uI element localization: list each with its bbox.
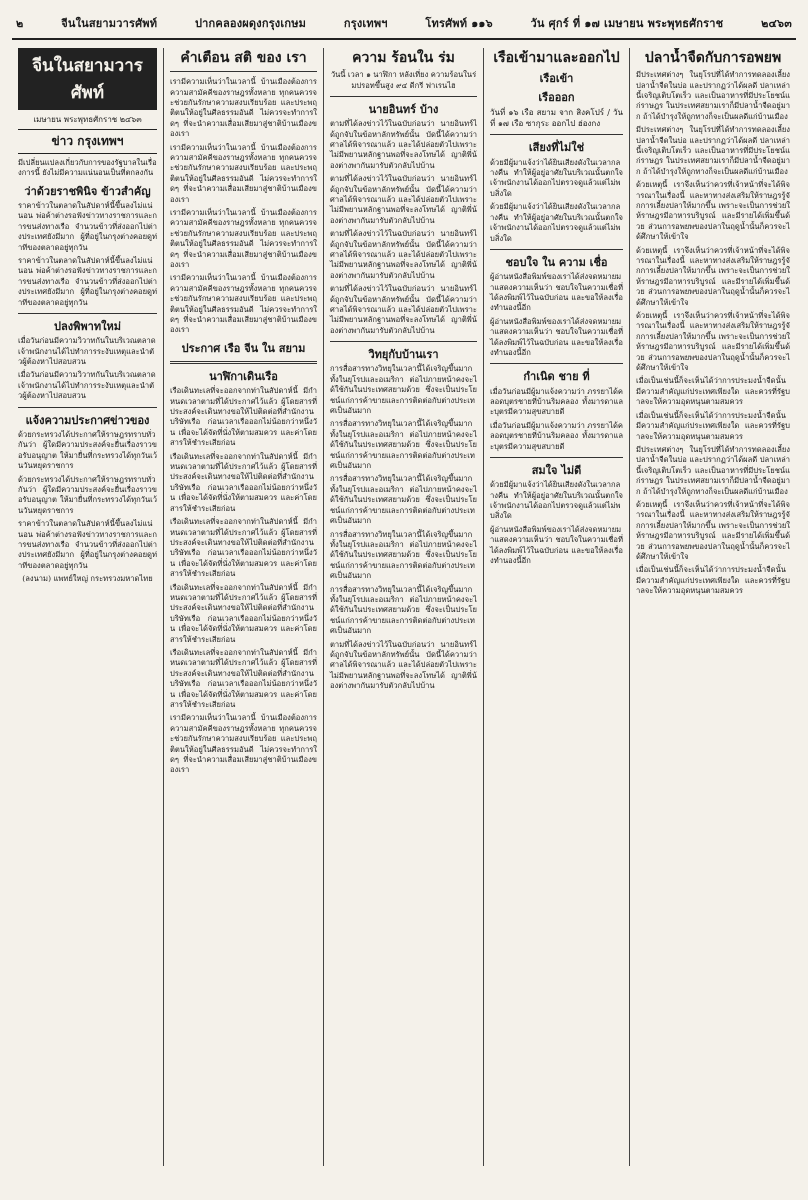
article-text: เมื่อเป็นเช่นนี้ก็จะเห็นได้ว่าการประมงน้ำจืดนั้นมีความสำคัญแก่ประเทศเพียงใด และควรที่รัฐบาลจะให้ความอุดหนุนตามสมควร bbox=[636, 376, 790, 407]
article-text: ตามที่ได้ลงข่าวไว้ในฉบับก่อนว่า นายอินทร์ได้ถูกจับในข้อหาลักทรัพย์นั้น บัดนี้ได้ความว่าศาลได้พิจารณาแล้ว และได้ปล่อยตัวไปเพราะไม่มีพยานหลักฐานพอที่จะลงโทษได้ ญาติพี่น้องต่างพากันมารับตัวกลับไปบ้าน bbox=[330, 119, 477, 170]
article-heading: นาฬิกาเดินเรือ bbox=[209, 370, 278, 384]
column-4 bbox=[484, 48, 630, 1166]
issue-year: ๒๔๖๓ bbox=[761, 17, 792, 30]
article-heading: ปลงพิพาทใหม่ bbox=[54, 320, 121, 334]
article-text: เมื่อวันก่อนมีผู้มาแจ้งความว่า ภรรยาได้คลอดบุตรชายที่บ้านริมคลอง ทั้งมารดาและบุตรมีความสุขสบายดี bbox=[490, 386, 624, 417]
divider bbox=[18, 313, 157, 314]
masthead: จีนในสยามวารศัพท์ bbox=[18, 48, 157, 110]
article-text: ผู้อ่านหนังสือพิมพ์ของเราได้ส่งจดหมายมาแสดงความเห็นว่า ชอบใจในความเชื่อที่ได้ลงพิมพ์ไว้ในฉบับก่อน และขอให้ลงเรื่องทำนองนี้อีก bbox=[490, 524, 623, 565]
article-text: ด้วยกระทรวงได้ประกาศให้ราษฎรทราบทั่วกันว่า ผู้ใดมีความประสงค์จะยื่นเรื่องราวขอรับอนุญาต ให้มายื่นที่กระทรวงได้ทุกวันเว้นวันหยุดราชการ bbox=[18, 429, 157, 471]
column-3 bbox=[324, 48, 484, 1166]
article-text: ราคาข้าวในตลาดในสัปดาห์นี้ขึ้นลงไม่แน่นอน พ่อค้าต่างรอฟังข่าวทางราชการและการขนส่งทางเรือ จำนวนข้าวที่ส่งออกไปต่างประเทศยังมีมาก ผู้ที่อยู่ในกรุงต่างคอยดูท่าทีของตลาดอยู่ทุกวัน bbox=[18, 519, 157, 570]
article-text: เรามีความเห็นว่าในเวลานี้ บ้านเมืองต้องการความสามัคคีของราษฎรทั้งหลาย ทุกคนควรจะช่วยกันรักษาความสงบเรียบร้อย และประพฤติตนให้อยู่ในศีลธรรมอันดี ไม่ควรจะทำการใดๆ ที่จะนำความเสื่อมเสียมาสู่ชาติบ้านเมืองของเรา bbox=[170, 77, 317, 139]
article-heading: ชอบใจ ใน ความ เชื่อ bbox=[505, 255, 608, 269]
article-text: ด้วยมีผู้มาแจ้งว่าได้ยินเสียงดังในเวลากลางคืน ทำให้ผู้อยู่อาศัยในบริเวณนั้นตกใจ เจ้าพนักงานได้ออกไปตรวจดูแล้วแต่ไม่พบสิ่งใด bbox=[490, 202, 623, 243]
signature-line: (ลงนาม) แพทย์ใหญ่ กระทรวงมหาดไทย bbox=[22, 574, 153, 584]
column-5 bbox=[630, 48, 796, 1166]
article-title: ปลาน้ำจืดกับการอพยพ bbox=[644, 50, 782, 66]
masthead-meta: เมษายน พระพุทธศักราช ๒๔๖๓ bbox=[33, 115, 142, 124]
article-text: เรือเดินทะเลที่จะออกจากท่าในสัปดาห์นี้ มีกำหนดเวลาตามที่ได้ประกาศไว้แล้ว ผู้โดยสารที่ประสงค์จะเดินทางขอให้ไปติดต่อที่สำนักงานบริษัทเรือ ก่อนเวลาเรือออกไม่น้อยกว่าหนึ่งวัน เพื่อจะได้จัดที่นั่งให้ตามสมควร และค่าโดยสารให้ชำระเสียก่อน bbox=[170, 386, 317, 448]
article-text: การสื่อสารทางวิทยุในเวลานี้ได้เจริญขึ้นมาก ทั้งในยุโรปและอเมริกา ต่อไปภายหน้าคงจะได้ใช้กันในประเทศสยามด้วย ซึ่งจะเป็นประโยชน์แก่การค้าขายและการติดต่อกับต่างประเทศเป็นอันมาก bbox=[330, 474, 477, 526]
article-text: การสื่อสารทางวิทยุในเวลานี้ได้เจริญขึ้นมาก ทั้งในยุโรปและอเมริกา ต่อไปภายหน้าคงจะได้ใช้กันในประเทศสยามด้วย ซึ่งจะเป็นประโยชน์แก่การค้าขายและการติดต่อกับต่างประเทศเป็นอันมาก bbox=[330, 529, 477, 581]
article-title: ความ ร้อนใน ร่ม bbox=[352, 50, 455, 66]
divider bbox=[330, 96, 477, 97]
article-text: ด้วยมีผู้มาแจ้งว่าได้ยินเสียงดังในเวลากลางคืน ทำให้ผู้อยู่อาศัยในบริเวณนั้นตกใจ เจ้าพนักงานได้ออกไปตรวจดูแล้วแต่ไม่พบสิ่งใด bbox=[490, 157, 623, 198]
article-text: เมื่อวันก่อนมีความวิวาทกันในบริเวณตลาด เจ้าพนักงานได้ไปทำการระงับเหตุและนำตัวผู้ต้องหาไปสอบสวน bbox=[18, 370, 156, 401]
divider bbox=[330, 341, 477, 342]
page-number: ๒ bbox=[16, 17, 24, 30]
article-text: ตามที่ได้ลงข่าวไว้ในฉบับก่อนว่า นายอินทร์ได้ถูกจับในข้อหาลักทรัพย์นั้น บัดนี้ได้ความว่าศาลได้พิจารณาแล้ว และได้ปล่อยตัวไปเพราะไม่มีพยานหลักฐานพอที่จะลงโทษได้ ญาติพี่น้องต่างพากันมารับตัวกลับไปบ้าน bbox=[330, 639, 477, 691]
article-text: การสื่อสารทางวิทยุในเวลานี้ได้เจริญขึ้นมาก ทั้งในยุโรปและอเมริกา ต่อไปภายหน้าคงจะได้ใช้กันในประเทศสยามด้วย ซึ่งจะเป็นประโยชน์แก่การค้าขายและการติดต่อกับต่างประเทศเป็นอันมาก bbox=[330, 419, 477, 471]
article-text: ราคาข้าวในตลาดในสัปดาห์นี้ขึ้นลงไม่แน่นอน พ่อค้าต่างรอฟังข่าวทางราชการและการขนส่งทางเรือ จำนวนข้าวที่ส่งออกไปต่างประเทศยังมีมาก ผู้ที่อยู่ในกรุงต่างคอยดูท่าทีของตลาดอยู่ทุกวัน bbox=[18, 256, 157, 307]
divider bbox=[490, 457, 623, 458]
article-heading: วิทยุกับบ้านเรา bbox=[368, 348, 439, 362]
article-text: มีประเทศต่างๆ ในยุโรปที่ได้ทำการทดลองเลี้ยงปลาน้ำจืดในบ่อ และปรากฏว่าได้ผลดี ปลาเหล่านี้เจริญเติบโตเร็ว และเป็นอาหารที่มีประโยชน์แก่ราษฎร ในประเทศสยามเราก็มีปลาน้ำจืดอยู่มาก ถ้าได้บำรุงให้ถูกทางก็จะเป็นผลดีแก่บ้านเมือง bbox=[636, 444, 790, 496]
divider bbox=[490, 363, 623, 364]
column-2 bbox=[164, 48, 324, 1166]
article-text: เรามีความเห็นว่าในเวลานี้ บ้านเมืองต้องการความสามัคคีของราษฎรทั้งหลาย ทุกคนควรจะช่วยกันรักษาความสงบเรียบร้อย และประพฤติตนให้อยู่ในศีลธรรมอันดี ไม่ควรจะทำการใดๆ ที่จะนำความเสื่อมเสียมาสู่ชาติบ้านเมืองของเรา bbox=[170, 207, 317, 269]
issue-date: วัน ศุกร์ ที่ ๑๗ เมษายน พระพุทธศักราช bbox=[530, 17, 724, 30]
article-text: มีประเทศต่างๆ ในยุโรปที่ได้ทำการทดลองเลี้ยงปลาน้ำจืดในบ่อ และปรากฏว่าได้ผลดี ปลาเหล่านี้เจริญเติบโตเร็ว และเป็นอาหารที่มีประโยชน์แก่ราษฎร ในประเทศสยามเราก็มีปลาน้ำจืดอยู่มาก ถ้าได้บำรุงให้ถูกทางก็จะเป็นผลดีแก่บ้านเมือง bbox=[636, 125, 790, 176]
subsection-heading: เรือออก bbox=[538, 91, 575, 105]
article-text: ด้วยกระทรวงได้ประกาศให้ราษฎรทราบทั่วกันว่า ผู้ใดมีความประสงค์จะยื่นเรื่องราวขอรับอนุญาต ให้มายื่นที่กระทรวงได้ทุกวันเว้นวันหยุดราชการ bbox=[18, 474, 157, 515]
article-text: เรือเดินทะเลที่จะออกจากท่าในสัปดาห์นี้ มีกำหนดเวลาตามที่ได้ประกาศไว้แล้ว ผู้โดยสารที่ประสงค์จะเดินทางขอให้ไปติดต่อที่สำนักงานบริษัทเรือ ก่อนเวลาเรือออกไม่น้อยกว่าหนึ่งวัน เพื่อจะได้จัดที่นั่งให้ตามสมควร และค่าโดยสารให้ชำระเสียก่อน bbox=[170, 582, 317, 644]
article-text: ด้วยมีผู้มาแจ้งว่าได้ยินเสียงดังในเวลากลางคืน ทำให้ผู้อยู่อาศัยในบริเวณนั้นตกใจ เจ้าพนักงานได้ออกไปตรวจดูแล้วแต่ไม่พบสิ่งใด bbox=[490, 480, 623, 521]
article-text: ด้วยเหตุนี้ เราจึงเห็นว่าควรที่เจ้าหน้าที่จะได้พิจารณาในเรื่องนี้ และหาทางส่งเสริมให้ราษฎรรู้จักการเลี้ยงปลาให้มากขึ้น เพราะจะเป็นการช่วยให้ราษฎรมีอาหารบริบูรณ์ และมีรายได้เพิ่มขึ้นด้วย ส่วนการอพยพของปลาในฤดูน้ำนั้นก็ควรจะได้ศึกษาให้เข้าใจ bbox=[636, 499, 790, 561]
printed-at: ปากคลองผดุงกรุงเกษม bbox=[194, 17, 307, 30]
article-text: ผู้อ่านหนังสือพิมพ์ของเราได้ส่งจดหมายมาแสดงความเห็นว่า ชอบใจในความเชื่อที่ได้ลงพิมพ์ไว้ในฉบับก่อน และขอให้ลงเรื่องทำนองนี้อีก bbox=[490, 316, 623, 357]
article-text: การสื่อสารทางวิทยุในเวลานี้ได้เจริญขึ้นมาก ทั้งในยุโรปและอเมริกา ต่อไปภายหน้าคงจะได้ใช้กันในประเทศสยามด้วย ซึ่งจะเป็นประโยชน์แก่การค้าขายและการติดต่อกับต่างประเทศเป็นอันมาก bbox=[330, 364, 477, 416]
article-text: เมื่อเป็นเช่นนี้ก็จะเห็นได้ว่าการประมงน้ำจืดนั้นมีความสำคัญแก่ประเทศเพียงใด และควรที่รัฐบาลจะให้ความอุดหนุนตามสมควร bbox=[636, 410, 790, 441]
article-title: เรือเข้ามาและออกไป bbox=[493, 50, 620, 66]
article-text: ด้วยเหตุนี้ เราจึงเห็นว่าควรที่เจ้าหน้าที่จะได้พิจารณาในเรื่องนี้ และหาทางส่งเสริมให้ราษฎรรู้จักการเลี้ยงปลาให้มากขึ้น เพราะจะเป็นการช่วยให้ราษฎรมีอาหารบริบูรณ์ และมีรายได้เพิ่มขึ้นด้วย ส่วนการอพยพของปลาในฤดูน้ำนั้นก็ควรจะได้ศึกษาให้เข้าใจ bbox=[636, 245, 790, 307]
article-text: ด้วยเหตุนี้ เราจึงเห็นว่าควรที่เจ้าหน้าที่จะได้พิจารณาในเรื่องนี้ และหาทางส่งเสริมให้ราษฎรรู้จักการเลี้ยงปลาให้มากขึ้น เพราะจะเป็นการช่วยให้ราษฎรมีอาหารบริบูรณ์ และมีรายได้เพิ่มขึ้นด้วย ส่วนการอพยพของปลาในฤดูน้ำนั้นก็ควรจะได้ศึกษาให้เข้าใจ bbox=[636, 311, 790, 373]
ship-schedule: วันที่ ๑๖ เรือ สยาม จาก สิงคโปร์ / วันที่ ๑๗ เรือ ซากุระ ออกไป ฮ่องกง bbox=[490, 108, 623, 129]
article-text: ตามที่ได้ลงข่าวไว้ในฉบับก่อนว่า นายอินทร์ได้ถูกจับในข้อหาลักทรัพย์นั้น บัดนี้ได้ความว่าศาลได้พิจารณาแล้ว และได้ปล่อยตัวไปเพราะไม่มีพยานหลักฐานพอที่จะลงโทษได้ ญาติพี่น้องต่างพากันมารับตัวกลับไปบ้าน bbox=[330, 174, 477, 225]
section-title: ข่าว กรุงเทพฯ bbox=[18, 129, 157, 154]
article-heading: นายอินทร์ บ้าง bbox=[368, 102, 439, 116]
article-text: เรือเดินทะเลที่จะออกจากท่าในสัปดาห์นี้ มีกำหนดเวลาตามที่ได้ประกาศไว้แล้ว ผู้โดยสารที่ประสงค์จะเดินทางขอให้ไปติดต่อที่สำนักงานบริษัทเรือ ก่อนเวลาเรือออกไม่น้อยกว่าหนึ่งวัน เพื่อจะได้จัดที่นั่งให้ตามสมควร และค่าโดยสารให้ชำระเสียก่อน bbox=[170, 517, 317, 579]
article-text: เรามีความเห็นว่าในเวลานี้ บ้านเมืองต้องการความสามัคคีของราษฎรทั้งหลาย ทุกคนควรจะช่วยกันรักษาความสงบเรียบร้อย และประพฤติตนให้อยู่ในศีลธรรมอันดี ไม่ควรจะทำการใดๆ ที่จะนำความเสื่อมเสียมาสู่ชาติบ้านเมืองของเรา bbox=[170, 713, 317, 775]
article-text: เมื่อวันก่อนมีความวิวาทกันในบริเวณตลาด เจ้าพนักงานได้ไปทำการระงับเหตุและนำตัวผู้ต้องหาไปสอบสวน bbox=[18, 336, 156, 367]
city: กรุงเทพฯ bbox=[343, 17, 388, 30]
article-text: เมื่อเป็นเช่นนี้ก็จะเห็นได้ว่าการประมงน้ำจืดนั้นมีความสำคัญแก่ประเทศเพียงใด และควรที่รัฐบาลจะให้ความอุดหนุนตามสมควร bbox=[636, 565, 790, 596]
article-heading: ประกาศ เรือ จีน ใน สยาม bbox=[181, 341, 306, 355]
article-text: การสื่อสารทางวิทยุในเวลานี้ได้เจริญขึ้นมาก ทั้งในยุโรปและอเมริกา ต่อไปภายหน้าคงจะได้ใช้กันในประเทศสยามด้วย ซึ่งจะเป็นประโยชน์แก่การค้าขายและการติดต่อกับต่างประเทศเป็นอันมาก bbox=[330, 584, 477, 636]
article-heading: แจ้งความประกาศข่าวของ bbox=[25, 413, 150, 427]
article-text: เมื่อวันก่อนมีผู้มาแจ้งความว่า ภรรยาได้คลอดบุตรชายที่บ้านริมคลอง ทั้งมารดาและบุตรมีความสุขสบายดี bbox=[490, 420, 624, 451]
column-1 bbox=[12, 48, 164, 1166]
subsection-heading: เรือเข้า bbox=[539, 72, 574, 86]
article-text: เรามีความเห็นว่าในเวลานี้ บ้านเมืองต้องการความสามัคคีของราษฎรทั้งหลาย ทุกคนควรจะช่วยกันรักษาความสงบเรียบร้อย และประพฤติตนให้อยู่ในศีลธรรมอันดี ไม่ควรจะทำการใดๆ ที่จะนำความเสื่อมเสียมาสู่ชาติบ้านเมืองของเรา bbox=[170, 142, 317, 204]
article-heading: สมใจ ไม่ดี bbox=[531, 463, 582, 477]
article-text: เรือเดินทะเลที่จะออกจากท่าในสัปดาห์นี้ มีกำหนดเวลาตามที่ได้ประกาศไว้แล้ว ผู้โดยสารที่ประสงค์จะเดินทางขอให้ไปติดต่อที่สำนักงานบริษัทเรือ ก่อนเวลาเรือออกไม่น้อยกว่าหนึ่งวัน เพื่อจะได้จัดที่นั่งให้ตามสมควร และค่าโดยสารให้ชำระเสียก่อน bbox=[170, 647, 317, 709]
article-title: คำเตือน สติ ของ เรา bbox=[180, 50, 307, 66]
phone: โทรศัพท์ ๑๑๖ bbox=[425, 17, 493, 30]
article-text: ตามที่ได้ลงข่าวไว้ในฉบับก่อนว่า นายอินทร์ได้ถูกจับในข้อหาลักทรัพย์นั้น บัดนี้ได้ความว่าศาลได้พิจารณาแล้ว และได้ปล่อยตัวไปเพราะไม่มีพยานหลักฐานพอที่จะลงโทษได้ ญาติพี่น้องต่างพากันมารับตัวกลับไปบ้าน bbox=[330, 229, 477, 280]
article-text: มีประเทศต่างๆ ในยุโรปที่ได้ทำการทดลองเลี้ยงปลาน้ำจืดในบ่อ และปรากฏว่าได้ผลดี ปลาเหล่านี้เจริญเติบโตเร็ว และเป็นอาหารที่มีประโยชน์แก่ราษฎร ในประเทศสยามเราก็มีปลาน้ำจืดอยู่มาก ถ้าได้บำรุงให้ถูกทางก็จะเป็นผลดีแก่บ้านเมือง bbox=[636, 70, 790, 121]
columns bbox=[12, 48, 796, 1166]
divider bbox=[490, 134, 623, 135]
article-text: มีเปลี่ยนแปลงเกี่ยวกับการของรัฐบาลในเรื่องการนี้ ยังไม่มีความแน่นอนเป็นที่ตกลงกัน bbox=[18, 158, 157, 178]
article-heading: กำเนิด ชาย ที่ bbox=[523, 370, 590, 384]
article-heading: ว่าด้วยราชพินิจ ข้าวสำคัญ bbox=[24, 184, 151, 198]
article-text: ผู้อ่านหนังสือพิมพ์ของเราได้ส่งจดหมายมาแสดงความเห็นว่า ชอบใจในความเชื่อที่ได้ลงพิมพ์ไว้ในฉบับก่อน และขอให้ลงเรื่องทำนองนี้อีก bbox=[490, 272, 623, 313]
divider bbox=[490, 249, 623, 250]
article-text: ราคาข้าวในตลาดในสัปดาห์นี้ขึ้นลงไม่แน่นอน พ่อค้าต่างรอฟังข่าวทางราชการและการขนส่งทางเรือ จำนวนข้าวที่ส่งออกไปต่างประเทศยังมีมาก ผู้ที่อยู่ในกรุงต่างคอยดูท่าทีของตลาดอยู่ทุกวัน bbox=[18, 201, 157, 252]
article-text: ตามที่ได้ลงข่าวไว้ในฉบับก่อนว่า นายอินทร์ได้ถูกจับในข้อหาลักทรัพย์นั้น บัดนี้ได้ความว่าศาลได้พิจารณาแล้ว และได้ปล่อยตัวไปเพราะไม่มีพยานหลักฐานพอที่จะลงโทษได้ ญาติพี่น้องต่างพากันมารับตัวกลับไปบ้าน bbox=[330, 284, 477, 335]
page-header bbox=[12, 14, 796, 40]
article-text: เรามีความเห็นว่าในเวลานี้ บ้านเมืองต้องการความสามัคคีของราษฎรทั้งหลาย ทุกคนควรจะช่วยกันรักษาความสงบเรียบร้อย และประพฤติตนให้อยู่ในศีลธรรมอันดี ไม่ควรจะทำการใดๆ ที่จะนำความเสื่อมเสียมาสู่ชาติบ้านเมืองของเรา bbox=[170, 273, 317, 335]
paper-name: จีนในสยามวารศัพท์ bbox=[61, 17, 158, 30]
temperature-lead: วันนี้ เวลา ๑ นาฬิกา หลังเที่ยง ความร้อนในร่มปรอทขึ้นสูง ๙๔ ดีกรี ฟาเรนไฮ bbox=[330, 70, 477, 90]
article-heading: เสียงที่ไม่ใช่ bbox=[528, 141, 585, 155]
article-text: เรือเดินทะเลที่จะออกจากท่าในสัปดาห์นี้ มีกำหนดเวลาตามที่ได้ประกาศไว้แล้ว ผู้โดยสารที่ประสงค์จะเดินทางขอให้ไปติดต่อที่สำนักงานบริษัทเรือ ก่อนเวลาเรือออกไม่น้อยกว่าหนึ่งวัน เพื่อจะได้จัดที่นั่งให้ตามสมควร และค่าโดยสารให้ชำระเสียก่อน bbox=[170, 451, 317, 513]
divider bbox=[170, 361, 317, 364]
divider bbox=[170, 71, 317, 72]
divider bbox=[18, 407, 157, 408]
article-text: ด้วยเหตุนี้ เราจึงเห็นว่าควรที่เจ้าหน้าที่จะได้พิจารณาในเรื่องนี้ และหาทางส่งเสริมให้ราษฎรรู้จักการเลี้ยงปลาให้มากขึ้น เพราะจะเป็นการช่วยให้ราษฎรมีอาหารบริบูรณ์ และมีรายได้เพิ่มขึ้นด้วย ส่วนการอพยพของปลาในฤดูน้ำนั้นก็ควรจะได้ศึกษาให้เข้าใจ bbox=[636, 180, 790, 242]
